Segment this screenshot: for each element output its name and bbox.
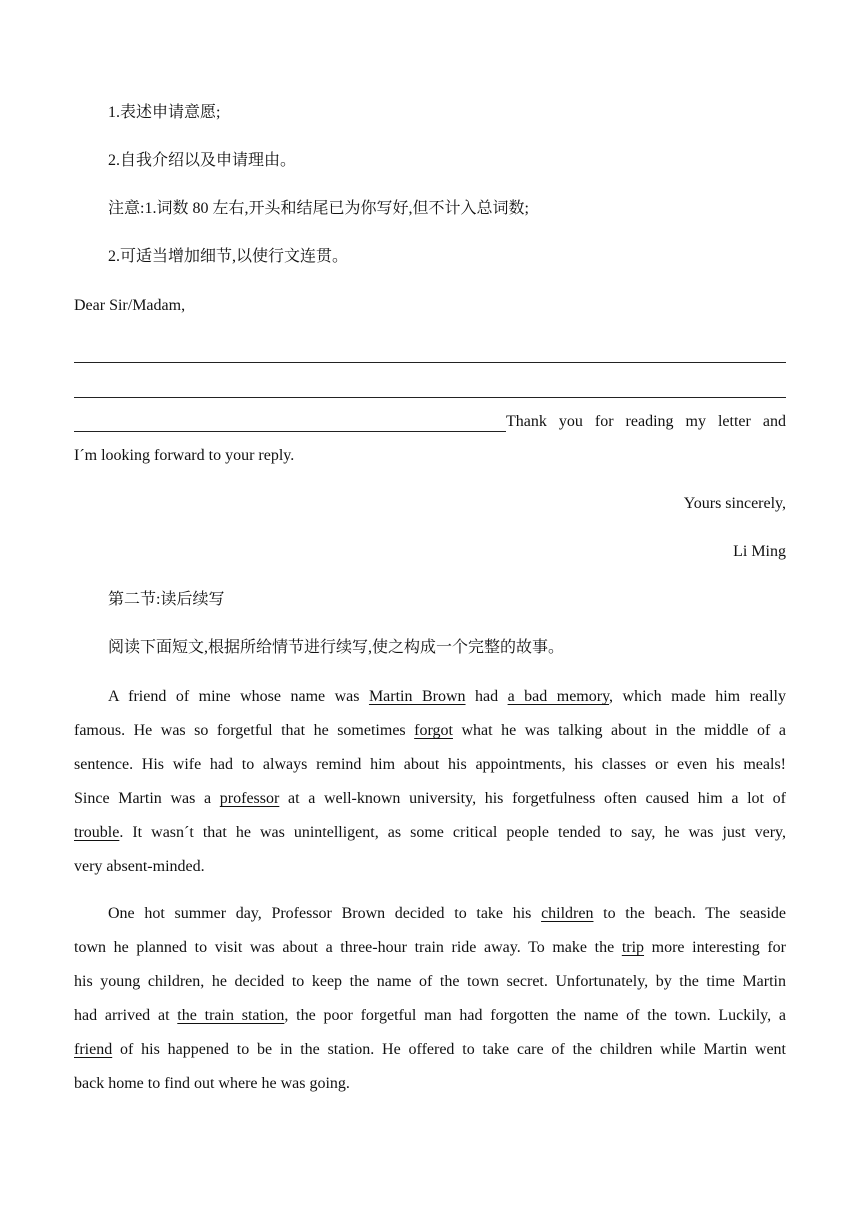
paragraph-line: A friend of mine whose name was Martin Brown had a bad memory, which made him really — [108, 688, 786, 705]
paragraph-line: trouble. It wasn´t that he was unintelligent, as some critical people tended to say, he was just very, — [74, 824, 786, 841]
underlined-word: the train station — [177, 1007, 285, 1024]
underlined-word: children — [541, 905, 594, 922]
underlined-word: a bad memory — [507, 688, 610, 705]
underlined-word: trip — [621, 939, 645, 956]
letter-closing-line-2: I´m looking forward to your reply. — [74, 447, 295, 464]
letter-signature: Li Ming — [733, 543, 786, 560]
letter-signoff: Yours sincerely, — [683, 495, 786, 512]
writing-blank-line[interactable] — [74, 414, 506, 432]
paragraph-line: back home to find out where he was going. — [74, 1075, 350, 1092]
closing-word: my — [685, 413, 706, 430]
closing-word: and — [762, 413, 786, 430]
closing-word: Thank — [506, 413, 547, 430]
paragraph-line: sentence. His wife had to always remind him about his appointments, his classes or even his meals! — [74, 756, 786, 773]
section-heading: 第二节:读后续写 — [108, 591, 225, 608]
requirement-item-2: 2.自我介绍以及申请理由。 — [108, 152, 297, 169]
underlined-word: professor — [219, 790, 280, 807]
note-item-1: 注意:1.词数 80 左右,开头和结尾已为你写好,但不计入总词数; — [108, 200, 529, 217]
closing-word: letter — [717, 413, 751, 430]
paragraph-line: Since Martin was a professor at a well-known university, his forgetfulness often caused him a lot of — [74, 790, 786, 807]
writing-blank-line[interactable] — [74, 397, 786, 398]
paragraph-line: had arrived at the train station, the poor forgetful man had forgotten the name of the town. Luckily, a — [74, 1007, 787, 1024]
closing-word: for — [594, 413, 614, 430]
writing-blank-line[interactable] — [74, 362, 786, 363]
paragraph-line: very absent-minded. — [74, 858, 205, 875]
paragraph-line: his young children, he decided to keep the name of the town secret. Unfortunately, by the time Martin — [74, 973, 786, 990]
letter-closing-line — [74, 412, 786, 432]
underlined-word: Martin Brown — [368, 688, 466, 705]
paragraph-line: famous. He was so forgetful that he sometimes forgot what he was talking about in the middle of a — [74, 722, 786, 739]
story-paragraph-1 — [74, 680, 786, 884]
section-instruction: 阅读下面短文,根据所给情节进行续写,使之构成一个完整的故事。 — [108, 639, 565, 656]
paragraph-line: friend of his happened to be in the station. He offered to take care of the children while Martin went — [74, 1041, 786, 1058]
underlined-word: friend — [74, 1041, 113, 1058]
requirement-item-1: 1.表述申请意愿; — [108, 104, 221, 121]
paragraph-line: town he planned to visit was about a three-hour train ride away. To make the trip more interesting for — [74, 939, 786, 956]
story-paragraph-2 — [74, 897, 786, 1101]
letter-greeting: Dear Sir/Madam, — [74, 297, 186, 314]
underlined-word: forgot — [414, 722, 453, 739]
note-item-2: 2.可适当增加细节,以使行文连贯。 — [108, 248, 349, 265]
closing-word: reading — [625, 413, 674, 430]
paragraph-line: One hot summer day, Professor Brown decided to take his children to the beach. The seaside — [108, 905, 786, 922]
closing-word: you — [558, 413, 583, 430]
underlined-word: trouble — [74, 824, 120, 841]
